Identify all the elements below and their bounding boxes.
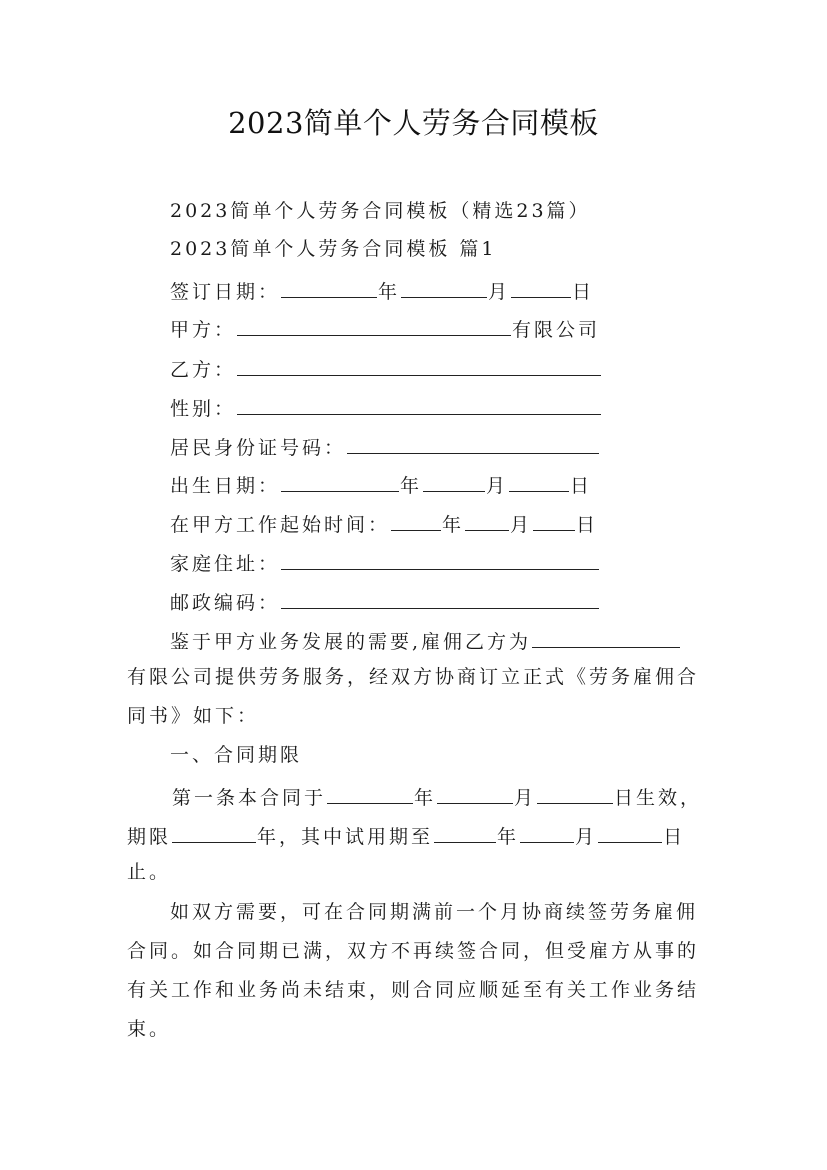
party-a-line bbox=[170, 317, 600, 340]
probation-day-blank bbox=[598, 824, 662, 843]
party-a-blank bbox=[237, 317, 511, 336]
party-b-blank bbox=[237, 357, 601, 376]
start-month-blank bbox=[465, 512, 509, 531]
sign-year-blank bbox=[281, 279, 377, 298]
day-label: 日 bbox=[576, 514, 599, 536]
party-a-label: 甲方： bbox=[170, 319, 237, 341]
intro-line-1 bbox=[170, 629, 681, 652]
renewal-line-3: 有关工作和业务尚未结束，则合同应顺延至有关工作业务结 bbox=[127, 979, 700, 1001]
party-b-line bbox=[170, 357, 602, 380]
sign-date-label: 签订日期： bbox=[170, 281, 281, 303]
postcode-blank bbox=[281, 590, 599, 609]
year-label: 年 bbox=[378, 281, 401, 303]
party-a-suffix: 有限公司 bbox=[512, 319, 601, 341]
intro-line-3: 同书》如下： bbox=[127, 705, 260, 727]
start-day-blank bbox=[533, 512, 575, 531]
birth-month-blank bbox=[423, 473, 485, 492]
address-blank bbox=[281, 551, 599, 570]
section-heading: 2023简单个人劳务合同模板 篇1 bbox=[170, 238, 497, 260]
month-label: 月 bbox=[514, 787, 537, 809]
clause-heading: 一、合同期限 bbox=[170, 744, 303, 766]
sign-date-line bbox=[170, 279, 594, 302]
document-title: 2023简单个人劳务合同模板 bbox=[228, 106, 599, 140]
clause1-text-e: 日 bbox=[663, 826, 686, 848]
effective-day-blank bbox=[537, 785, 613, 804]
year-label: 年 bbox=[414, 787, 437, 809]
intro-line-2: 有限公司提供劳务服务，经双方协商订立正式《劳务雇佣合 bbox=[127, 666, 700, 688]
clause1-text-c: 期限 bbox=[127, 826, 172, 848]
effective-year-blank bbox=[327, 785, 413, 804]
month-label: 月 bbox=[488, 281, 511, 303]
clause1-text-b: 日生效， bbox=[614, 787, 703, 809]
clause1-line-1 bbox=[172, 785, 702, 808]
birth-day-blank bbox=[509, 473, 569, 492]
effective-month-blank bbox=[437, 785, 513, 804]
document-subtitle: 2023简单个人劳务合同模板（精选23篇） bbox=[170, 200, 591, 222]
sign-day-blank bbox=[511, 279, 571, 298]
month-label: 月 bbox=[575, 826, 598, 848]
id-label: 居民身份证号码： bbox=[170, 437, 347, 459]
id-line bbox=[170, 435, 600, 458]
year-label: 年 bbox=[497, 826, 520, 848]
probation-year-blank bbox=[434, 824, 496, 843]
gender-label: 性别： bbox=[170, 398, 237, 420]
renewal-line-1: 如双方需要，可在合同期满前一个月协商续签劳务雇佣 bbox=[170, 901, 699, 923]
renewal-line-4: 束。 bbox=[127, 1018, 172, 1040]
year-label: 年 bbox=[400, 475, 423, 497]
clause1-line-2 bbox=[127, 824, 685, 847]
birth-label: 出生日期： bbox=[170, 475, 281, 497]
postcode-line bbox=[170, 590, 600, 613]
start-year-blank bbox=[391, 512, 441, 531]
day-label: 日 bbox=[570, 475, 593, 497]
day-label: 日 bbox=[572, 281, 595, 303]
gender-line bbox=[170, 396, 602, 419]
term-years-blank bbox=[172, 824, 256, 843]
postcode-label: 邮政编码： bbox=[170, 592, 281, 614]
gender-blank bbox=[237, 396, 601, 415]
renewal-line-2: 合同。如合同期已满，双方不再续签合同，但受雇方从事的 bbox=[127, 940, 700, 962]
party-b-label: 乙方： bbox=[170, 359, 237, 381]
address-line bbox=[170, 551, 600, 574]
intro-text-1: 鉴于甲方业务发展的需要,雇佣乙方为 bbox=[170, 631, 532, 653]
start-label: 在甲方工作起始时间： bbox=[170, 514, 391, 536]
month-label: 月 bbox=[510, 514, 533, 536]
clause1-text-a: 第一条本合同于 bbox=[172, 787, 327, 809]
birth-year-blank bbox=[281, 473, 399, 492]
sign-month-blank bbox=[401, 279, 487, 298]
clause1-text-d: 年，其中试用期至 bbox=[257, 826, 434, 848]
start-date-line bbox=[170, 512, 598, 535]
company-blank bbox=[532, 629, 680, 648]
probation-month-blank bbox=[520, 824, 574, 843]
year-label: 年 bbox=[442, 514, 465, 536]
month-label: 月 bbox=[486, 475, 509, 497]
id-blank bbox=[347, 435, 599, 454]
address-label: 家庭住址： bbox=[170, 553, 281, 575]
clause1-line-3: 止。 bbox=[127, 861, 172, 883]
birth-date-line bbox=[170, 473, 592, 496]
